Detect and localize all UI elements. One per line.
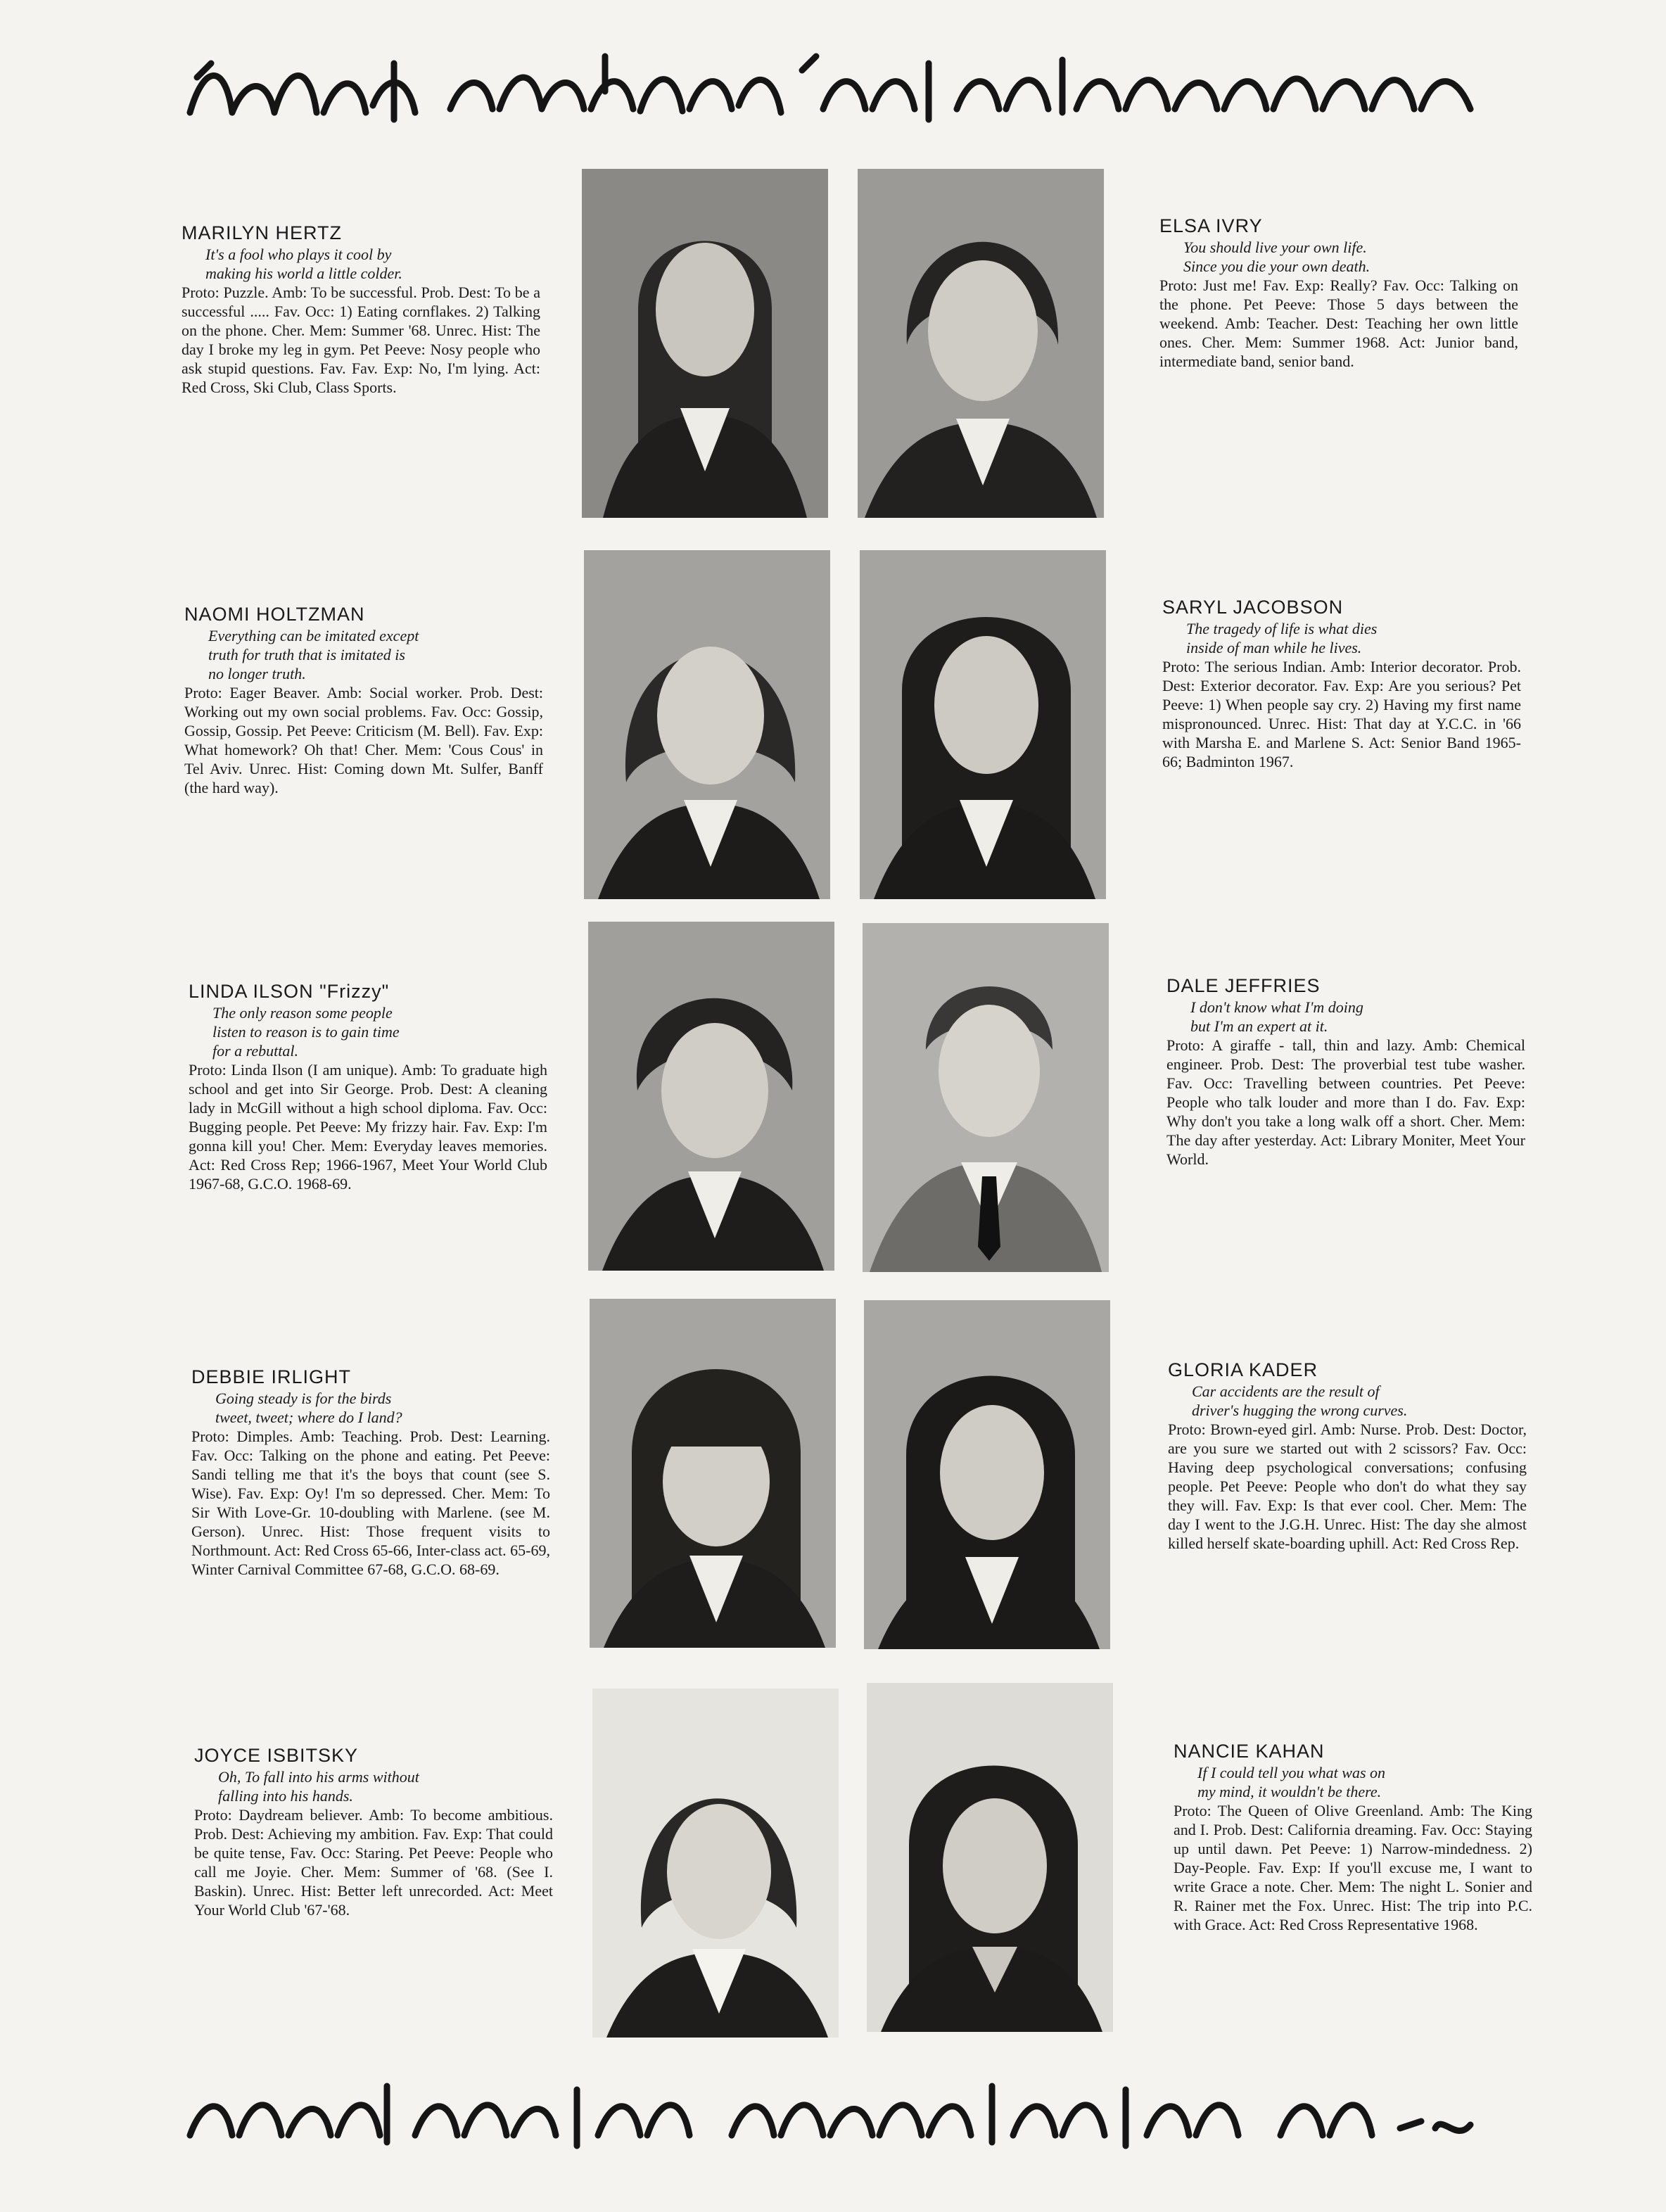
- student-entry-saryl-jacobson: [1162, 597, 1521, 771]
- student-quote: If I could tell you what was on my mind, it wouldn't be there.: [1197, 1764, 1386, 1800]
- student-quote: Oh, To fall into his arms without falling into his hands.: [218, 1768, 419, 1805]
- student-bio: Proto: Daydream believer. Amb: To become ambitious. Prob. Dest: Achieving my ambition. Fav. Exp: That could be quite tense, Fav. Occ: Staring. Pet Peeve: People who call me Joyie. Cher. Mem: Summer of '68. (See I. Baskin). Unrec. Hist: Better left unrecorded. Act: Meet Your World Club '67-'68.: [194, 1806, 553, 1919]
- student-bio: Proto: Puzzle. Amb: To be successful. Prob. Dest: To be a successful ..... Fav. Occ: 1) Eating cornflakes. 2) Talking on the phone. Cher. Mem: Summer '68. Unrec. Hist: The day I broke my leg in gym. Pet Peeve: Nosy people who ask stupid questions. Fav. Fav. Exp: No, I'm lying. Act: Red Cross, Ski Club, Class Sports.: [182, 284, 540, 396]
- student-name: NANCIE KAHAN: [1174, 1741, 1325, 1762]
- portrait-girl-bangs: [590, 1299, 836, 1648]
- student-name: DALE JEFFRIES: [1166, 975, 1321, 996]
- student-quote: You should live your own life. Since you die your own death.: [1183, 239, 1371, 275]
- student-entry-gloria-kader: [1168, 1359, 1527, 1553]
- student-quote: Going steady is for the birds tweet, tweet; where do I land?: [215, 1390, 402, 1426]
- student-photo-dale-jeffries: [863, 923, 1109, 1272]
- student-entry-linda-ilson: [189, 981, 547, 1193]
- student-name: DEBBIE IRLIGHT: [191, 1366, 352, 1387]
- header-calligraphy: [183, 35, 1484, 141]
- student-photo-saryl-jacobson: [860, 550, 1106, 899]
- student-entry-joyce-isbitsky: [194, 1745, 553, 1919]
- student-bio: Proto: A giraffe - tall, thin and lazy. Amb: Chemical engineer. Prob. Dest: The proverbial test tube washer. Fav. Occ: Travelling between countries. Pet Peeve: People who talk louder and more than I do. Fav. Exp: Why don't you take a long walk off a short. Cher. Mem: The day after yesterday. Act: Library Moniter, Meet Your World.: [1166, 1036, 1525, 1168]
- portrait-girl-bob: [584, 550, 830, 899]
- portrait-girl-short-curly-hair: [588, 922, 834, 1271]
- student-quote: It's a fool who plays it cool by making his world a little colder.: [205, 246, 402, 282]
- student-entry-marilyn-hertz: [182, 222, 540, 397]
- student-photo-gloria-kader: [864, 1300, 1110, 1649]
- calligraphy-script-footer: [183, 2065, 1484, 2170]
- student-bio: Proto: The serious Indian. Amb: Interior decorator. Prob. Dest: Exterior decorator. Fav. Exp: Are you serious? Pet Peeve: 1) When people say cry. 2) Having my first name mispronounced. Unrec. Hist: That day at Y.C.C. in '66 with Marsha E. and Marlene S. Act: Senior Band 1965-66; Badminton 1967.: [1162, 658, 1521, 770]
- student-photo-nancie-kahan: [867, 1683, 1113, 2032]
- student-name: JOYCE ISBITSKY: [194, 1745, 359, 1766]
- student-quote: I don't know what I'm doing but I'm an expert at it.: [1190, 998, 1363, 1035]
- portrait-girl-bob-light-bg: [592, 1689, 839, 2038]
- portrait-boy-suit-tie: [863, 923, 1109, 1272]
- student-quote: Car accidents are the result of driver's hugging the wrong curves.: [1192, 1382, 1408, 1419]
- student-photo-marilyn-hertz: [582, 169, 828, 518]
- student-bio: Proto: Dimples. Amb: Teaching. Prob. Dest: Learning. Fav. Occ: Talking on the phone and eating. Pet Peeve: Sandi telling me that it's the boys that count (see S. Wise). Fav. Exp: Oy! I'm so depressed. Cher. Mem: To Sir With Love-Gr. 10-doubling with Marlene. (see M. Gerson). Unrec. Hist: Those frequent visits to Northmount. Act: Red Cross 65-66, Inter-class act. 65-69, Winter Carnival Committee 67-68, G.C.O. 68-69.: [191, 1428, 550, 1578]
- student-name: ELSA IVRY: [1159, 215, 1263, 236]
- student-quote: The tragedy of life is what dies inside of man while he lives.: [1186, 620, 1378, 656]
- footer-calligraphy: [183, 2065, 1484, 2170]
- student-bio: Proto: The Queen of Olive Greenland. Amb: The King and I. Prob. Dest: California dreaming. Fav. Occ: Staying up until dawn. Pet Peeve: 1) Narrow-mindedness. 2) Day-People. Fav. Exp: If you'll excuse me, I want to write Grace a note. Cher. Mem: The night L. Sonier and R. Rainer met the Fox. Unrec. Hist: The trip into P.C. with Grace. Act: Red Cross Representative 1968.: [1174, 1802, 1532, 1933]
- portrait-girl-long-hair: [582, 169, 828, 518]
- student-name: MARILYN HERTZ: [182, 222, 343, 243]
- student-name: NAOMI HOLTZMAN: [184, 604, 365, 625]
- student-photo-naomi-holtzman: [584, 550, 830, 899]
- student-photo-elsa-ivry: [858, 169, 1104, 518]
- student-quote: Everything can be imitated except truth for truth that is imitated is no longer truth.: [208, 627, 419, 682]
- student-name: SARYL JACOBSON: [1162, 597, 1344, 618]
- student-bio: Proto: Brown-eyed girl. Amb: Nurse. Prob. Dest: Doctor, are you sure we started out with 2 scissors? Fav. Occ: Having deep psychological conversations; confusing people. Pet Peeve: People who don't do what they say they will. Fav. Exp: Is that ever cool. Cher. Mem: The day I went to the J.G.H. Unrec. Hist: The day she almost killed herself skate-boarding uphill. Act: Red Cross Rep.: [1168, 1420, 1527, 1552]
- student-quote: The only reason some people listen to reason is to gain time for a rebuttal.: [212, 1004, 400, 1060]
- portrait-girl-short-hair: [858, 169, 1104, 518]
- student-bio: Proto: Linda Ilson (I am unique). Amb: To graduate high school and get into Sir George. Prob. Dest: A cleaning lady in McGill without a high school diploma. Fav. Occ: Bugging people. Pet Peeve: My frizzy hair. Fav. Exp: I'm gonna kill you! Cher. Mem: Everyday leaves memories. Act: Red Cross Rep; 1966-1967, Meet Your World Club 1967-68, G.C.O. 1968-69.: [189, 1061, 547, 1193]
- student-bio: Proto: Just me! Fav. Exp: Really? Fav. Occ: Talking on the phone. Pet Peeve: Those 5 days between the weekend. Amb: Teacher. Dest: Teaching her own little ones. Cher. Mem: Summer 1968. Act: Junior band, intermediate band, senior band.: [1159, 276, 1518, 370]
- student-photo-linda-ilson: [588, 922, 834, 1271]
- student-entry-naomi-holtzman: [184, 604, 543, 797]
- portrait-girl-long-hair-light-bg: [867, 1683, 1113, 2032]
- calligraphy-script-header: [183, 35, 1484, 141]
- student-entry-debbie-irlight: [191, 1366, 550, 1579]
- student-name: GLORIA KADER: [1168, 1359, 1318, 1380]
- student-entry-elsa-ivry: [1159, 215, 1518, 371]
- student-bio: Proto: Eager Beaver. Amb: Social worker. Prob. Dest: Working out my own social problems. Fav. Occ: Gossip, Gossip, Gossip. Pet Peeve: Criticism (M. Bell). Fav. Exp: What homework? Oh that! Cher. Mem: 'Cous Cous' in Tel Aviv. Unrec. Hist: Coming down Mt. Sulfer, Banff (the hard way).: [184, 684, 543, 796]
- student-entry-dale-jeffries: [1166, 975, 1525, 1169]
- portrait-girl-long-dark-hair: [864, 1300, 1110, 1649]
- student-entry-nancie-kahan: [1174, 1741, 1532, 1934]
- student-photo-debbie-irlight: [590, 1299, 836, 1648]
- portrait-girl-long-dark-hair: [860, 550, 1106, 899]
- student-photo-joyce-isbitsky: [592, 1689, 839, 2038]
- student-name: LINDA ILSON "Frizzy": [189, 981, 390, 1002]
